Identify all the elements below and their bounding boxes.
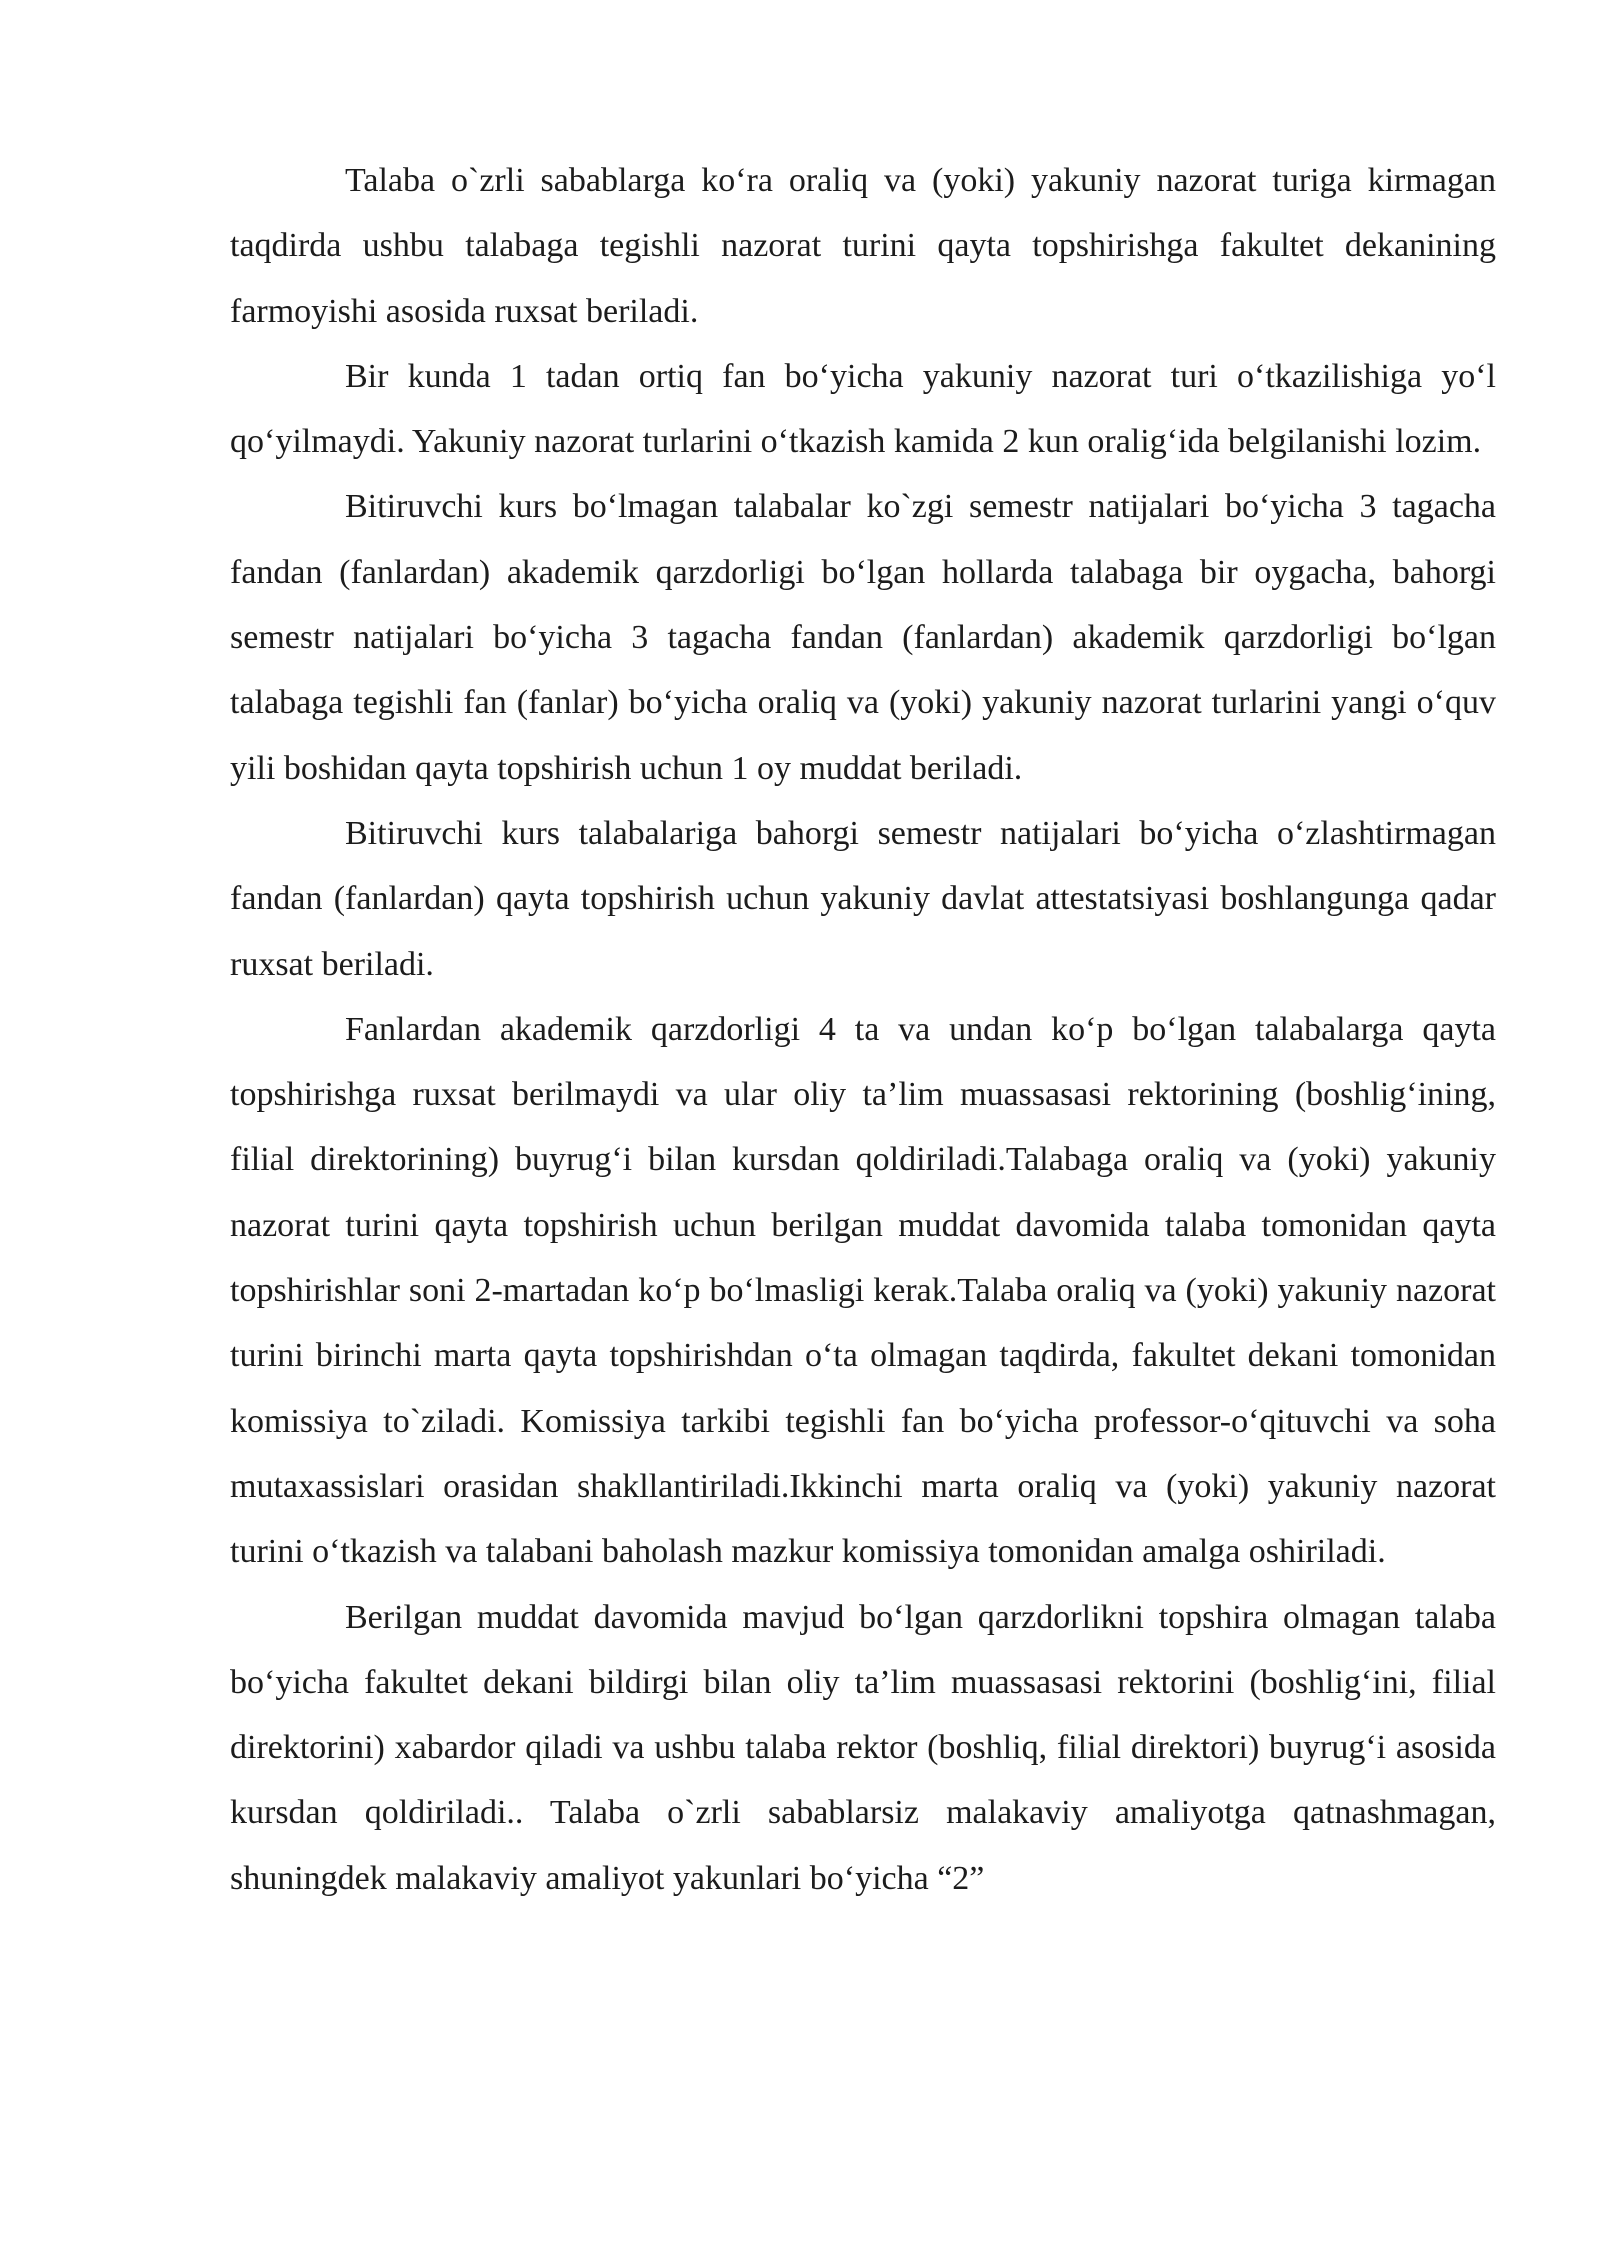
paragraph-6: Berilgan muddat davomida mavjud boʻlgan qarzdorlikni topshira olmagan talaba boʻyicha fakultet dekani bildirgi bilan oliy ta’lim muassasasi rektorini (boshligʻini, filial direktorini) xabardor qiladi va ushbu talaba rektor (boshliq, filial direktori) buyrugʻi asosida kursdan qoldiriladi.. Talaba o`zrli sabablarsiz malakaviy amaliyotga qatnashmagan, shuningdek malakaviy amaliyot yakunlari boʻyicha “2” — [230, 1598, 1496, 1897]
paragraph-3: Bitiruvchi kurs boʻlmagan talabalar ko`zgi semestr natijalari boʻyicha 3 tagacha fandan (fanlardan) akademik qarzdorligi boʻlgan hollarda talabaga bir oygacha, bahorgi semestr natijalari boʻyicha 3 tagacha fandan (fanlardan) akademik qarzdorligi boʻlgan talabaga tegishli fan (fanlar) boʻyicha oraliq va (yoki) yakuniy nazorat turlarini yangi oʻquv yili boshidan qayta topshirish uchun 1 oy muddat beriladi. — [230, 488, 1496, 787]
paragraph-1: Talaba o`zrli sabablarga koʻra oraliq va (yoki) yakuniy nazorat turiga kirmagan taqdirda ushbu talabaga tegishli nazorat turini qayta topshirishga fakultet dekanining farmoyishi asosida ruxsat beriladi. — [230, 162, 1496, 330]
document-page — [230, 148, 1496, 1911]
paragraph-5: Fanlardan akademik qarzdorligi 4 ta va undan koʻp boʻlgan talabalarga qayta topshirishga ruxsat berilmaydi va ular oliy ta’lim muassasasi rektorining (boshligʻining, filial direktorining) buyrugʻi bilan kursdan qoldiriladi.Talabaga oraliq va (yoki) yakuniy nazorat turini qayta topshirish uchun berilgan muddat davomida talaba tomonidan qayta topshirishlar soni 2-martadan koʻp boʻlmasligi kerak.Talaba oraliq va (yoki) yakuniy nazorat turini birinchi marta qayta topshirishdan oʻta olmagan taqdirda, fakultet dekani tomonidan komissiya to`ziladi. Komissiya tarkibi tegishli fan boʻyicha professor-oʻqituvchi va soha mutaxassislari orasidan shakllantiriladi.Ikkinchi marta oraliq va (yoki) yakuniy nazorat turini oʻtkazish va talabani baholash mazkur komissiya tomonidan amalga oshiriladi. — [230, 1010, 1496, 1571]
paragraph-4: Bitiruvchi kurs talabalariga bahorgi semestr natijalari boʻyicha oʻzlashtirmagan fandan (fanlardan) qayta topshirish uchun yakuniy davlat attestatsiyasi boshlangunga qadar ruxsat beriladi. — [230, 814, 1496, 983]
paragraph-2: Bir kunda 1 tadan ortiq fan boʻyicha yakuniy nazorat turi oʻtkazilishiga yoʻl qoʻyilmaydi. Yakuniy nazorat turlarini oʻtkazish kamida 2 kun oraligʻida belgilanishi lozim. — [230, 357, 1496, 461]
